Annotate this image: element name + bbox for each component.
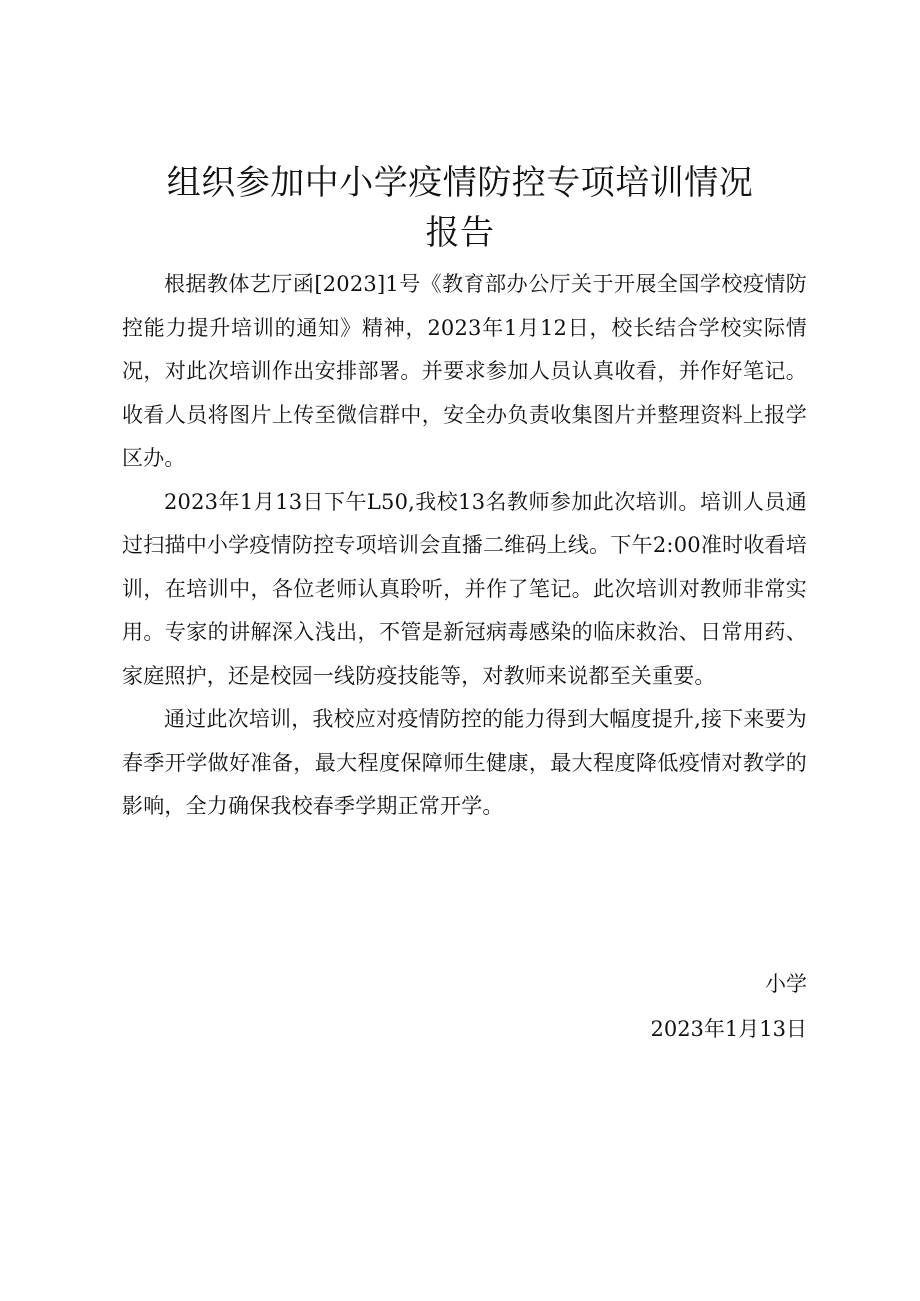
title-line-1: 组织参加中小学疫情防控专项培训情况: [166, 163, 754, 203]
paragraph-1: 根据教体艺厅函[2023]1号《教育部办公厅关于开展全国学校疫情防控能力提升培训的通知》精神，2023年1月12日，校长结合学校实际情况，对此次培训作出安排部署。并要求参加人员认真收看，并作好笔记。收看人员将图片上传至微信群中，安全办负责收集图片并整理资料上报学区办。: [122, 272, 807, 470]
document-body: [122, 263, 807, 829]
paragraph-2: 2023年1月13日下午L50,我校13名教师参加此次培训。培训人员通过扫描中小学疫情防控专项培训会直播二维码上线。下午2:00准时收看培训，在培训中，各位老师认真聆听，并作了笔记。此次培训对教师非常实用。专家的讲解深入浅出，不管是新冠病毒感染的临床救治、日常用药、家庭照护，还是校园一线防疫技能等，对教师来说都至关重要。: [122, 489, 807, 688]
signature-organization: 小学: [765, 972, 807, 996]
signature-date: 2023年1月13日: [650, 1017, 807, 1041]
document-title: [100, 158, 820, 258]
title-line-2: 报告: [425, 213, 495, 253]
paragraph-3: 通过此次培训，我校应对疫情防控的能力得到大幅度提升,接下来要为春季开学做好准备，最大程度保障师生健康，最大程度降低疫情对教学的影响，全力确保我校春季学期正常开学。: [122, 707, 807, 818]
